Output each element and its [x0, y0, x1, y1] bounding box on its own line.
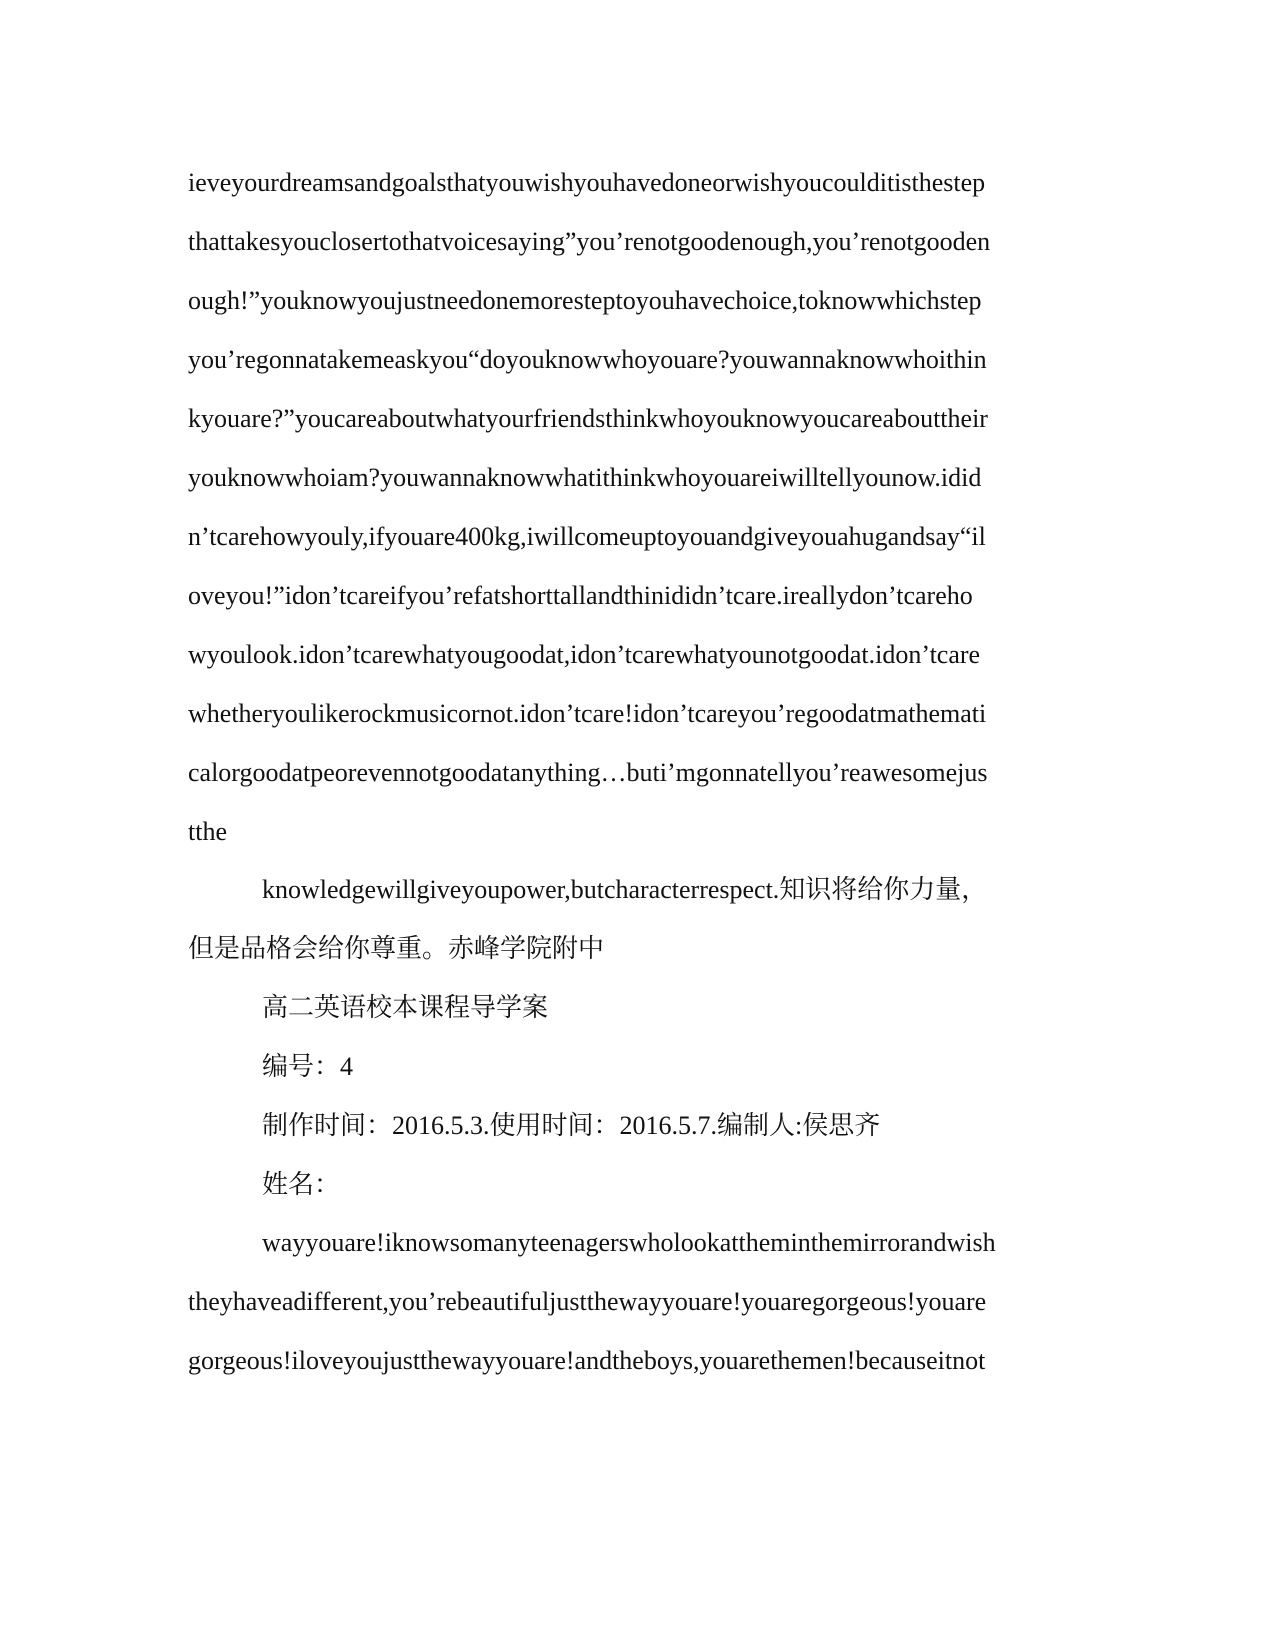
body-text-line: ieveyourdreamsandgoalsthatyouwishyouhavedoneorwishyoucoulditisthestep [188, 168, 986, 197]
body-text-line: tthe [188, 817, 227, 846]
body-text-line: ough!”youknowyoujustneedonemoresteptoyouhavechoice,toknowwhichstep [188, 286, 982, 315]
body-text-line: kyouare?”youcareaboutwhatyourfriendsthinkwhoyouknowyoucareabouttheir [188, 404, 988, 433]
body-text-line: wayyouare!iknowsomanyteenagerswholookattheminthemirrorandwish [262, 1228, 996, 1257]
serial-number: 编号：4 [262, 1052, 354, 1081]
quote-line: knowledgewillgiveyoupower,butcharacterrespect.知识将给你力量， [262, 875, 988, 904]
course-title: 高二英语校本课程导学案 [262, 993, 549, 1022]
body-text-line: oveyou!”idon’tcareifyou’refatshorttallandthinididn’tcare.ireallydon’tcareho [188, 581, 973, 610]
quote-line-continued: 但是品格会给你尊重。赤峰学院附中 [188, 934, 605, 963]
name-field-label: 姓名： [262, 1170, 341, 1199]
body-text-line: youknowwhoiam?youwannaknowwhatithinkwhoyouareiwilltellyounow.idid [188, 463, 982, 492]
body-text-line: thattakesyouclosertothatvoicesaying”you’renotgoodenough,you’renotgooden [188, 227, 991, 256]
body-text-line: whetheryoulikerockmusicornot.idon’tcare!idon’tcareyou’regoodatmathemati [188, 699, 987, 728]
body-text-line: theyhaveadifferent,you’rebeautifuljustthewayyouare!youaregorgeous!youare [188, 1287, 987, 1316]
body-text-line: wyoulook.idon’tcarewhatyougoodat,idon’tcarewhatyounotgoodat.idon’tcare [188, 640, 981, 669]
production-info: 制作时间：2016.5.3.使用时间：2016.5.7.编制人:侯思齐 [262, 1111, 881, 1140]
body-text-line: you’regonnatakemeaskyou“doyouknowwhoyouare?youwannaknowwhoithin [188, 345, 987, 374]
body-text-line: n’tcarehowyouly,ifyouare400kg,iwillcomeuptoyouandgiveyouahugandsay“il [188, 522, 986, 551]
body-text-line: gorgeous!iloveyoujustthewayyouare!andtheboys,youarethemen!becauseitnot [188, 1346, 986, 1375]
body-text-line: calorgoodatpeorevennotgoodatanything…buti’mgonnatellyou’reawesomejus [188, 758, 988, 787]
